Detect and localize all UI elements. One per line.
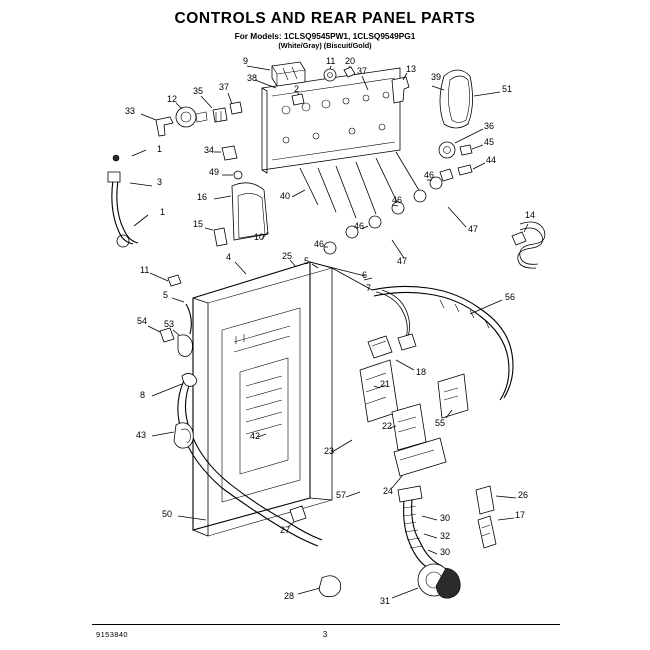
callout-3: 3 [157, 177, 163, 187]
callout-44: 44 [486, 155, 497, 165]
callout-38: 38 [247, 73, 258, 83]
callout-36: 36 [484, 121, 495, 131]
callout-43: 43 [136, 430, 147, 440]
callout-23: 23 [324, 446, 335, 456]
footer-divider [92, 624, 560, 625]
callout-46-c: 46 [354, 221, 365, 231]
callout-37-top: 37 [357, 66, 368, 76]
callout-16: 16 [197, 192, 208, 202]
callout-21: 21 [380, 379, 391, 389]
callout-12: 12 [167, 94, 178, 104]
callout-32: 32 [440, 531, 451, 541]
callout-37-left: 37 [219, 82, 230, 92]
callout-1-a: 1 [157, 144, 163, 154]
callout-33: 33 [125, 106, 136, 116]
callout-55: 55 [435, 418, 446, 428]
callout-47-b: 47 [397, 256, 408, 266]
callout-51: 51 [502, 84, 513, 94]
document-number: 9153840 [96, 630, 128, 639]
callout-28: 28 [284, 591, 295, 601]
callout-39: 39 [431, 72, 442, 82]
callout-5-b: 5 [163, 290, 169, 300]
models-line: For Models: 1CLSQ9545PW1, 1CLSQ9549PG1 [234, 31, 416, 41]
callout-15: 15 [193, 219, 204, 229]
callout-47-a: 47 [468, 224, 479, 234]
callout-8: 8 [140, 390, 146, 400]
callout-1-b: 1 [160, 207, 166, 217]
callout-42: 42 [250, 431, 261, 441]
callout-20: 20 [345, 56, 356, 66]
callout-40: 40 [280, 191, 291, 201]
page-number: 3 [322, 630, 328, 639]
callout-30-a: 30 [440, 513, 451, 523]
callout-17: 17 [515, 510, 526, 520]
callout-22: 22 [382, 421, 393, 431]
callout-5-a: 5 [304, 256, 310, 266]
page-title: CONTROLS AND REAR PANEL PARTS [174, 10, 476, 27]
callout-46-d: 46 [314, 239, 325, 249]
callout-35: 35 [193, 86, 204, 96]
callout-53: 53 [164, 319, 175, 329]
callout-27: 27 [280, 525, 291, 535]
callout-30-b: 30 [440, 547, 451, 557]
callout-6: 6 [362, 270, 368, 280]
callout-11: 11 [326, 56, 336, 66]
callout-45: 45 [484, 137, 495, 147]
callout-56: 56 [505, 292, 516, 302]
callout-54: 54 [137, 316, 148, 326]
callout-46-a: 46 [424, 170, 435, 180]
callout-9: 9 [243, 56, 249, 66]
callout-11-b: 11 [140, 265, 150, 275]
callout-14: 14 [525, 210, 536, 220]
callout-4: 4 [226, 252, 232, 262]
callout-7: 7 [366, 283, 372, 293]
callout-31: 31 [380, 596, 391, 606]
callout-24: 24 [383, 486, 394, 496]
callout-2: 2 [294, 84, 300, 94]
callout-25: 25 [282, 251, 293, 261]
callout-57: 57 [336, 490, 347, 500]
callout-10: 10 [254, 232, 265, 242]
color-variants-line: (White/Gray) (Biscuit/Gold) [278, 41, 372, 50]
callout-13: 13 [406, 64, 417, 74]
callout-34: 34 [204, 145, 215, 155]
callout-18: 18 [416, 367, 427, 377]
callout-49: 49 [209, 167, 220, 177]
callout-50: 50 [162, 509, 173, 519]
callout-46-b: 46 [392, 195, 403, 205]
callout-26: 26 [518, 490, 529, 500]
